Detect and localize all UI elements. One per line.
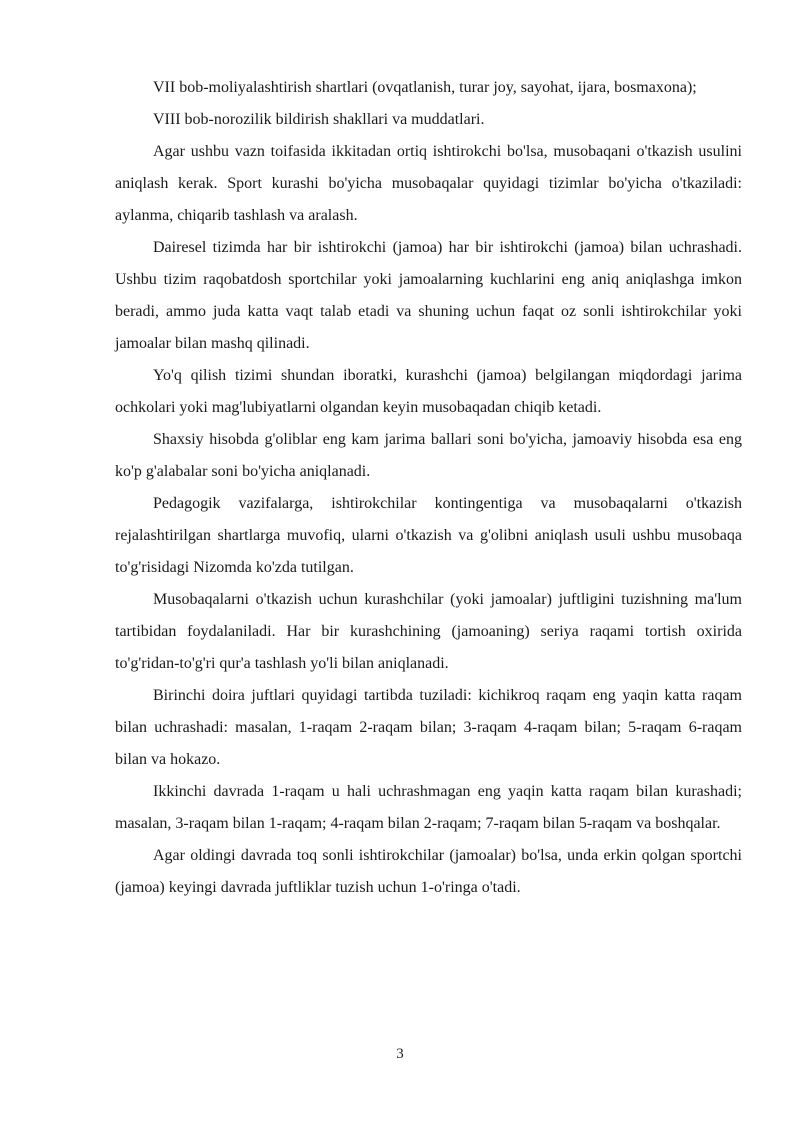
paragraph-first-round: Birinchi doira juftlari quyidagi tartibda tuziladi: kichikroq raqam eng yaqin katta raqam bilan uchrashadi: masalan, 1-raqam 2-raqam bilan; 3-raqam 4-raqam bilan; 5-raqam 6-raqam bilan va hokazo.	[115, 687, 742, 768]
paragraph-odd-participants: Agar oldingi davrada toq sonli ishtirokchilar (jamoalar) bo'lsa, unda erkin qolgan sportchi (jamoa) keyingi davrada juftliklar tuzish uchun 1-o'ringa o'tadi.	[115, 847, 742, 896]
paragraph-pairing-order: Musobaqalarni o'tkazish uchun kurashchilar (yoki jamoalar) juftligini tuzishning ma'lum tartibidan foydalaniladi. Har bir kurashchining (jamoaning) seriya raqami tortish oxirida to'g'ridan-to'g'ri qur'a tashlash yo'li bilan aniqlanadi.	[115, 591, 742, 672]
paragraph-competition-systems: Agar ushbu vazn toifasida ikkitadan ortiq ishtirokchi bo'lsa, musobaqani o'tkazish usulini aniqlash kerak. Sport kurashi bo'yicha musobaqalar quyidagi tizimlar bo'yicha o'tkaziladi: aylanma, chiqarib tashlash va aralash.	[115, 143, 742, 224]
paragraph-winners: Shaxsiy hisobda g'oliblar eng kam jarima ballari soni bo'yicha, jamoaviy hisobda esa eng ko'p g'alabalar soni bo'yicha aniqlanadi.	[115, 431, 742, 480]
paragraph-elimination: Yo'q qilish tizimi shundan iboratki, kurashchi (jamoa) belgilangan miqdordagi jarima ochkolari yoki mag'lubiyatlarni olgandan keyin musobaqadan chiqib ketadi.	[115, 367, 742, 416]
page-number: 3	[396, 1046, 404, 1062]
paragraph-second-round: Ikkinchi davrada 1-raqam u hali uchrashmagan eng yaqin katta raqam bilan kurashadi; masalan, 3-raqam bilan 1-raqam; 4-raqam bilan 2-raqam; 7-raqam bilan 5-raqam va boshqalar.	[115, 783, 742, 832]
paragraph-round-robin: Dairesel tizimda har bir ishtirokchi (jamoa) har bir ishtirokchi (jamoa) bilan uchrashadi. Ushbu tizim raqobatdosh sportchilar yoki jamoalarning kuchlarini eng aniq aniqlashga imkon beradi, ammo juda katta vaqt talab etadi va shuning uchun faqat oz sonli ishtirokchilar yoki jamoalar bilan mashq qilinadi.	[115, 239, 742, 352]
paragraph-regulations: Pedagogik vazifalarga, ishtirokchilar kontingentiga va musobaqalarni o'tkazish rejalashtirilgan shartlarga muvofiq, ularni o'tkazish va g'olibni aniqlash usuli ushbu musobaqa to'g'risidagi Nizomda ko'zda tutilgan.	[115, 495, 742, 576]
paragraph-chapter-vii: VII bob-moliyalashtirish shartlari (ovqatlanish, turar joy, sayohat, ijara, bosmaxona);	[153, 79, 697, 96]
document-body	[115, 72, 742, 904]
paragraph-chapter-viii: VIII bob-norozilik bildirish shakllari va muddatlari.	[153, 111, 485, 128]
